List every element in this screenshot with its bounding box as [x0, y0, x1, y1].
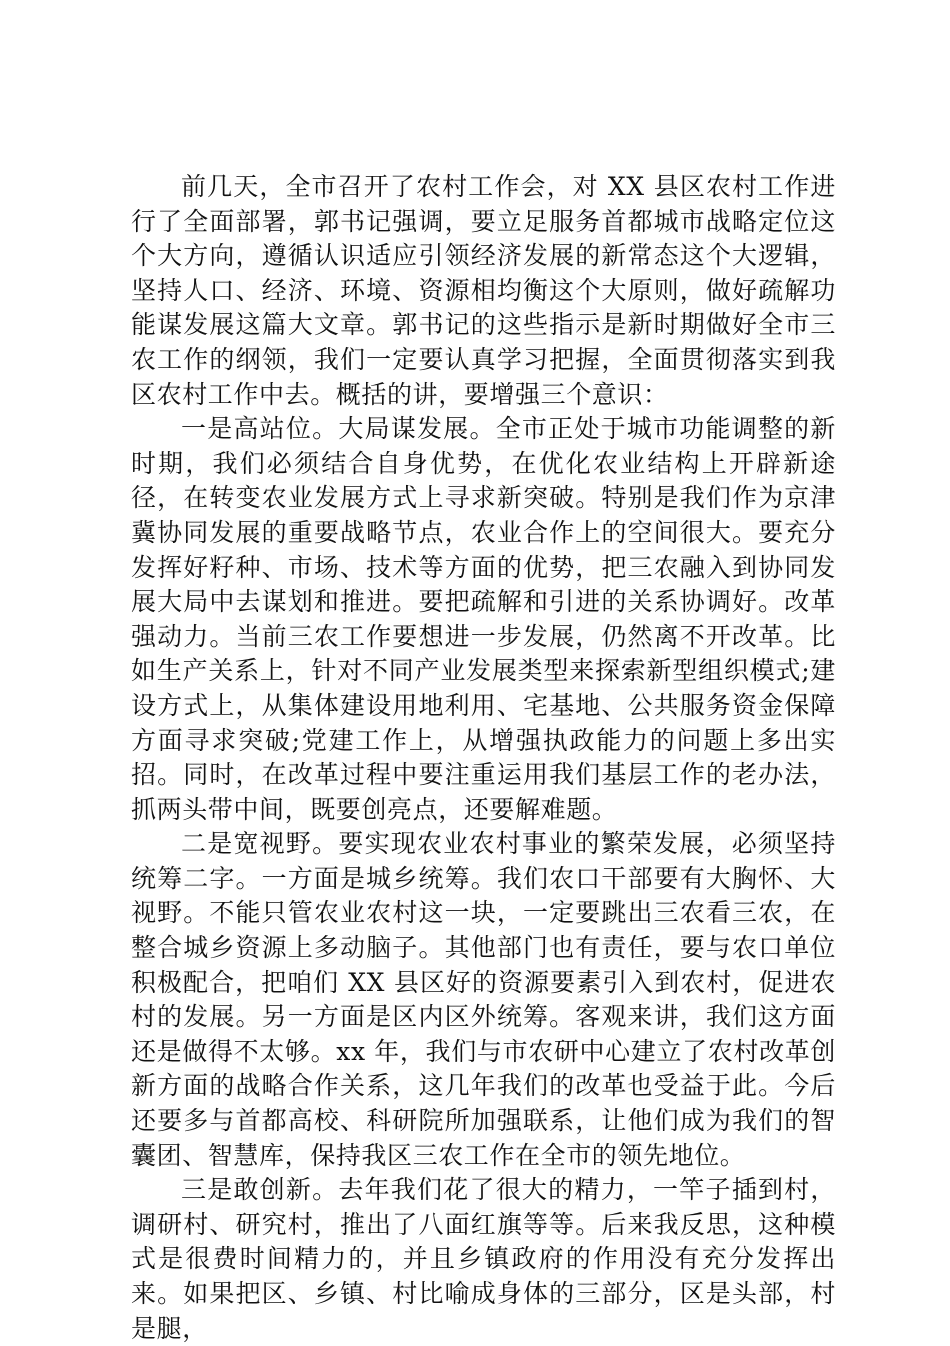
paragraph-point-three: 三是敢创新。去年我们花了很大的精力，一竿子插到村，调研村、研究村，推出了八面红旗等等。后来我反思，这种模式是很费时间精力的，并且乡镇政府的作用没有充分发挥出来。如果把区、乡镇、村比喻成身体的三部分，区是头部，村是腿， [131, 1175, 836, 1343]
paragraph-point-two: 二是宽视野。要实现农业农村事业的繁荣发展，必须坚持统筹二字。一方面是城乡统筹。我们农口干部要有大胸怀、大视野。不能只管农业农村这一块，一定要跳出三农看三农，在整合城乡资源上多动脑子。其他部门也有责任，要与农口单位积极配合，把咱们 XX 县区好的资源要素引入到农村，促进农村的发展。另一方面是区内区外统筹。客观来讲，我们这方面还是做得不太够。xx 年，我们与市农研中心建立了农村改革创新方面的战略合作关系，这几年我们的改革也受益于此。今后还要多与首都高校、科研院所加强联系，让他们成为我们的智囊团、智慧库，保持我区三农工作在全市的领先地位。 [131, 829, 836, 1170]
paragraph-point-one: 一是高站位。大局谋发展。全市正处于城市功能调整的新时期，我们必须结合自身优势，在优化农业结构上开辟新途径，在转变农业发展方式上寻求新突破。特别是我们作为京津冀协同发展的重要战略节点，农业合作上的空间很大。要充分发挥好籽种、市场、技术等方面的优势，把三农融入到协同发展大局中去谋划和推进。要把疏解和引进的关系协调好。改革强动力。当前三农工作要想进一步发展，仍然离不开改革。比如生产关系上，针对不同产业发展类型来探索新型组织模式;建设方式上，从集体建设用地利用、宅基地、公共服务资金保障方面寻求突破;党建工作上，从增强执政能力的问题上多出实招。同时，在改革过程中要注重运用我们基层工作的老办法，抓两头带中间，既要创亮点，还要解难题。 [131, 414, 836, 824]
paragraph-opening: 前几天，全市召开了农村工作会，对 XX 县区农村工作进行了全面部署，郭书记强调，要立足服务首都城市战略定位这个大方向，遵循认识适应引领经济发展的新常态这个大逻辑，坚持人口、经济、环境、资源相均衡这个大原则，做好疏解功能谋发展这篇大文章。郭书记的这些指示是新时期做好全市三农工作的纲领，我们一定要认真学习把握，全面贯彻落实到我区农村工作中去。概括的讲，要增强三个意识： [131, 172, 836, 409]
document-body [131, 170, 836, 1346]
